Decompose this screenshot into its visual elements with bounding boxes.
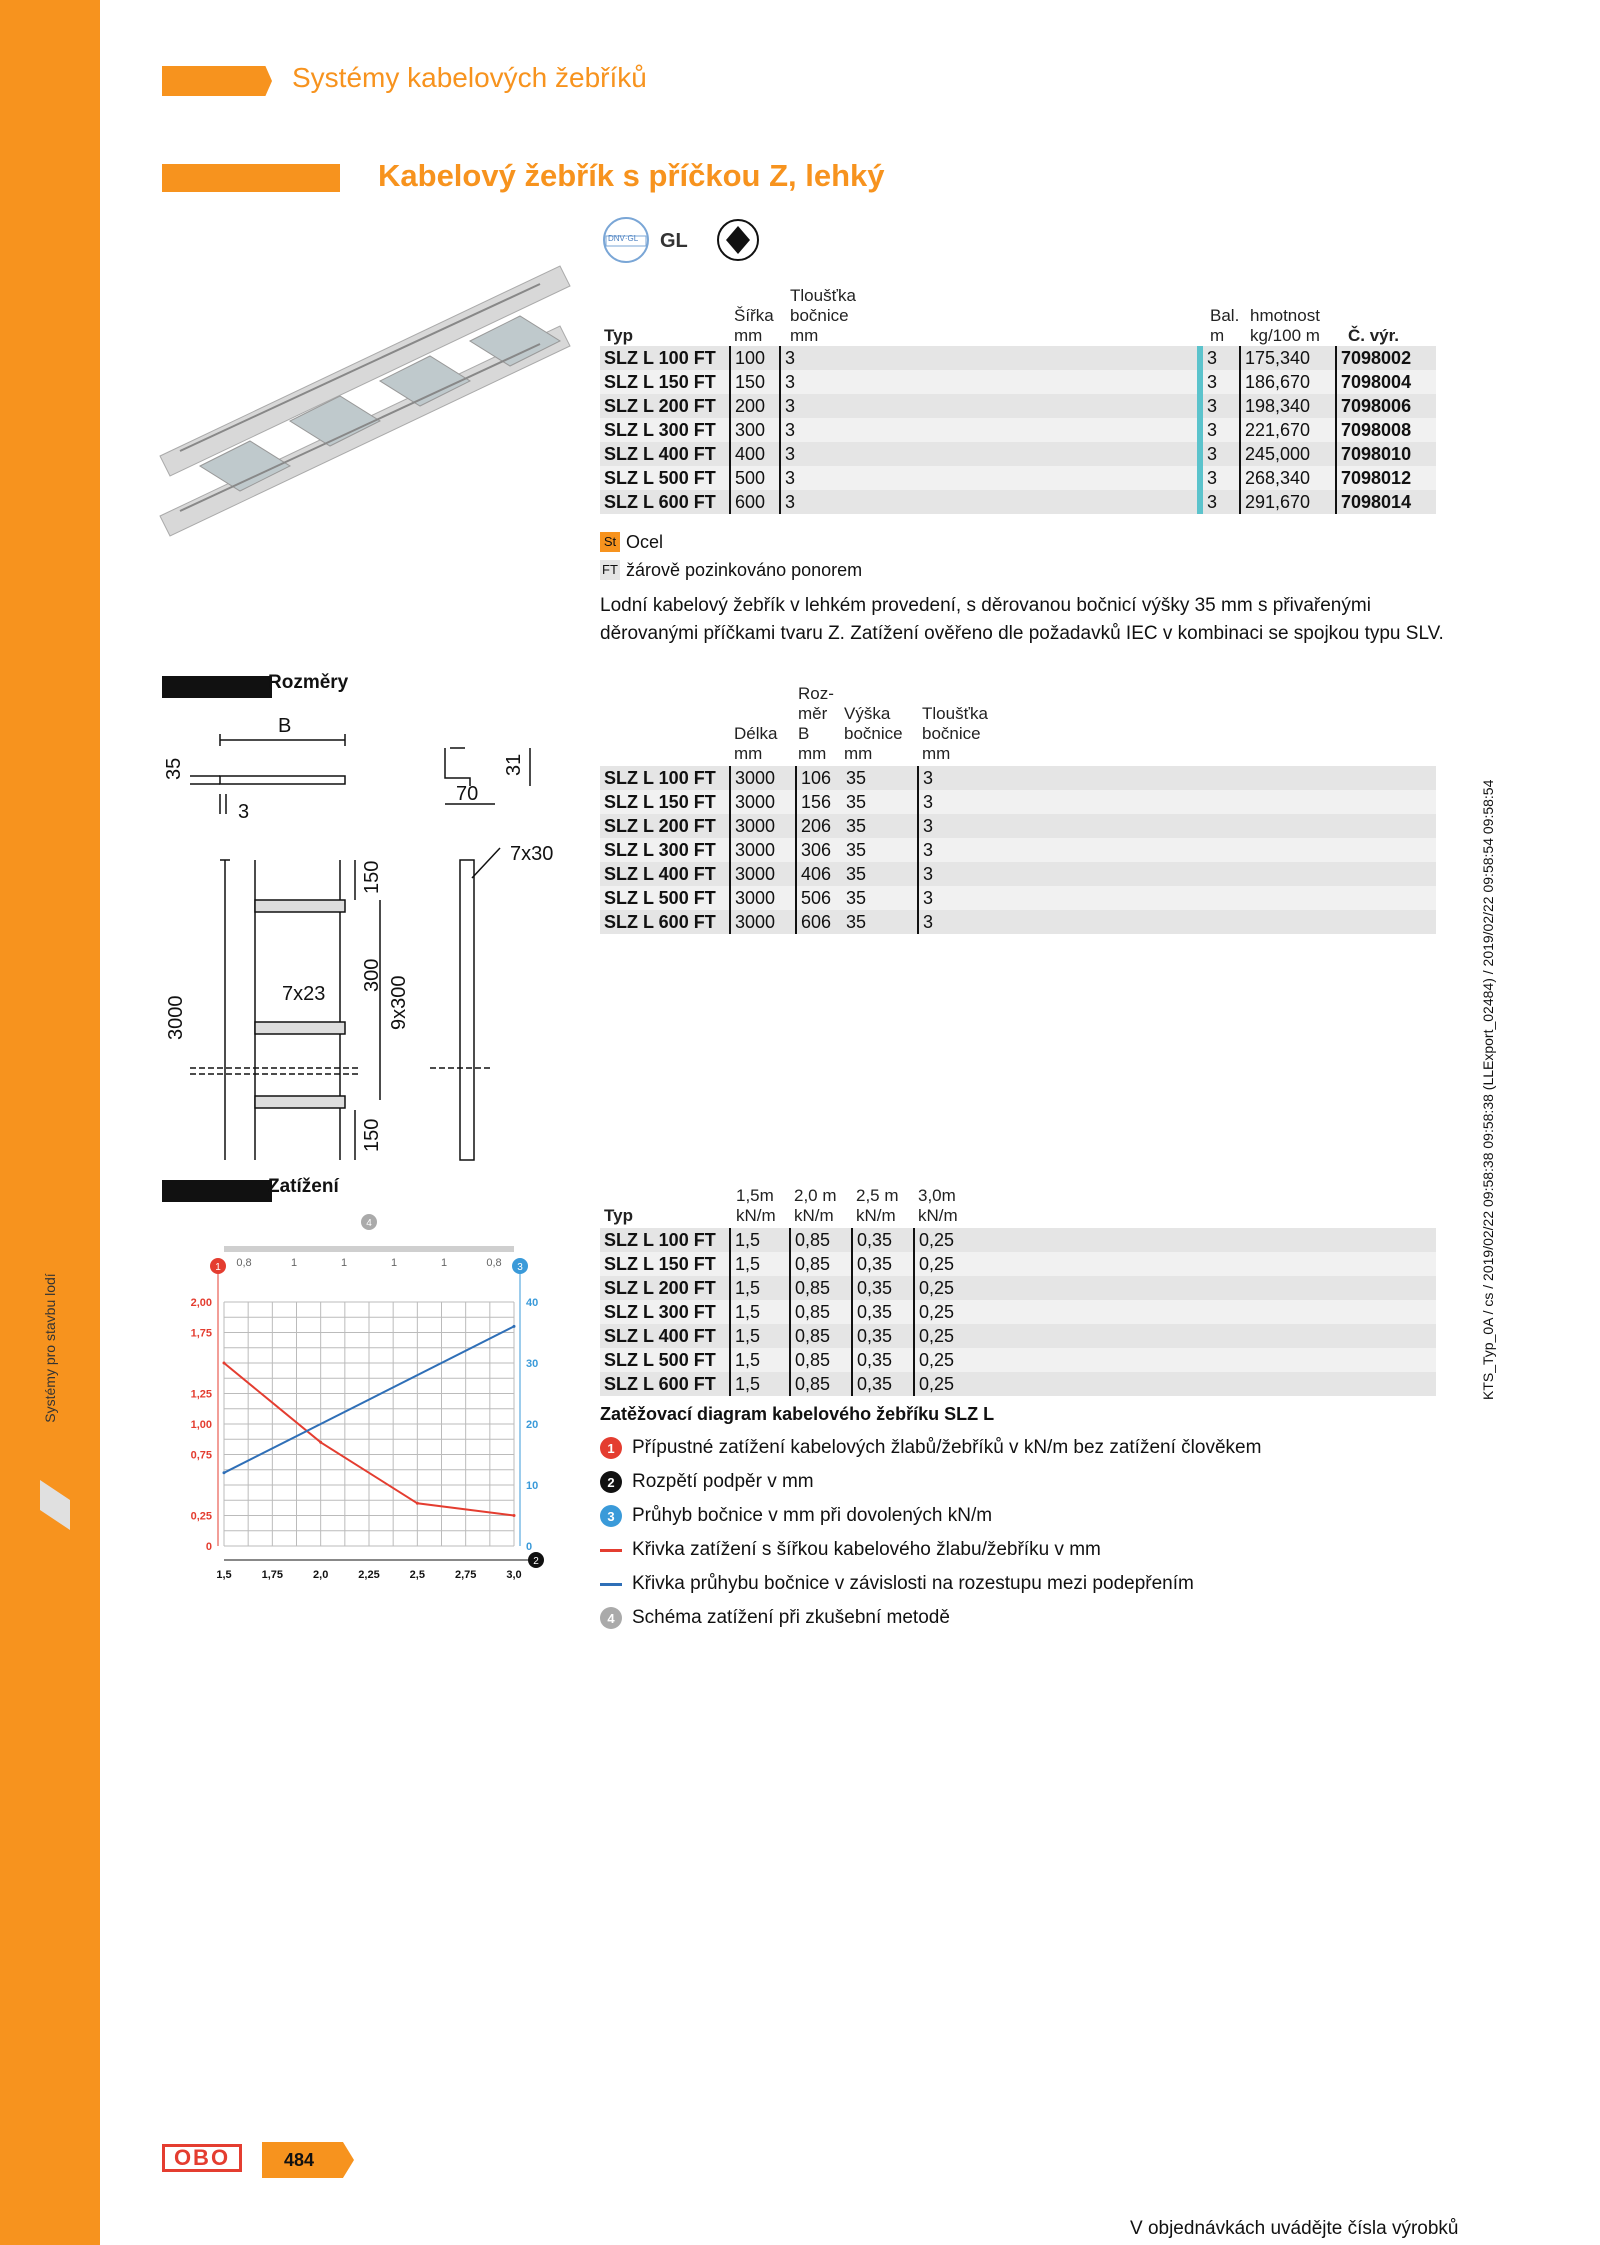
cell-typ: SLZ L 400 FT [604,444,716,464]
load-chart [162,1202,572,1581]
cell-bal: 3 [1200,394,1240,418]
y-right-tick: 40 [526,1297,539,1309]
y-right-tick: 30 [526,1358,539,1370]
cell-load: 0,85 [790,1372,852,1396]
cell-load: 0,25 [914,1300,1436,1324]
cell-vyska: 35 [846,792,867,812]
cell-typ: SLZ L 600 FT [604,1374,716,1394]
certification-logos [598,214,768,270]
cell-hmotnost: 245,000 [1240,442,1336,466]
series-point [319,1441,322,1444]
cell-cislo: 7098004 [1336,370,1436,394]
cell-typ: SLZ L 500 FT [604,1350,716,1370]
cell-tloustka: 3 [780,418,1200,442]
cell-load: 0,85 [790,1348,852,1372]
table-row [600,814,1436,838]
cell-bal: 3 [1200,346,1240,370]
th-cvyr: Č. výr. [1348,326,1400,345]
dim-holes: 7x30 [510,843,554,865]
th-s1-l1: 1,5m [736,1186,774,1205]
cell-load: 0,25 [914,1276,1436,1300]
cell-delka: 3000 [730,838,796,862]
load-rows [600,1228,1436,1396]
cell-cislo: 7098012 [1336,466,1436,490]
th-vy-l3: mm [844,744,873,763]
cell-typ: SLZ L 100 FT [604,1230,716,1250]
th-bal-l2: m [1210,326,1225,345]
cell-tloustka: 3 [918,814,1436,838]
th-roz-l2: měr [798,704,828,723]
th-sirka-l1: Šířka [734,306,774,325]
th-s4-l1: 3,0m [918,1186,956,1205]
dim-3: 3 [238,801,250,823]
cell-typ: SLZ L 150 FT [604,792,716,812]
cell-cislo: 7098002 [1336,346,1436,370]
finish-tag: FT [600,560,620,580]
th-bal-l1: Bal. [1210,306,1240,325]
y-left-tick: 1,25 [190,1388,212,1401]
load-table [600,1184,1436,1635]
gl-logo: GL [660,230,688,252]
product-table [600,280,1436,514]
legend-marker-icon: 3 [600,1505,622,1527]
legend-item [600,1601,1436,1635]
th-vy-l1: Výška [844,704,891,723]
cell-typ: SLZ L 100 FT [604,348,716,368]
series-point [223,1362,226,1365]
cell-tloustka: 3 [918,886,1436,910]
cell-cislo: 7098008 [1336,418,1436,442]
table-row [600,790,1436,814]
cell-bal: 3 [1200,466,1240,490]
cell-tloustka: 3 [918,838,1436,862]
material-ft [600,556,862,584]
cell-load: 0,35 [852,1276,914,1300]
load-scheme-label: 1 [290,1257,298,1269]
finish-label: žárově pozinkováno ponorem [626,559,863,580]
cell-vyska: 35 [846,768,867,788]
th-span-3 [856,1186,899,1226]
materials [600,528,862,584]
y-right-tick: 0 [526,1541,533,1553]
dimensions-title: Rozměry [268,672,349,693]
cell-rozmer: 106 [796,766,842,790]
cell-load: 1,5 [730,1300,790,1324]
cell-load: 1,5 [730,1324,790,1348]
cell-rozmer: 406 [796,862,842,886]
dim-b: B [278,715,292,737]
series-point [513,1514,516,1517]
cell-sirka: 600 [730,490,780,514]
cell-load: 0,25 [914,1324,1436,1348]
th-tl-l2: bočnice [790,306,849,325]
cell-load: 0,35 [852,1300,914,1324]
cell-load: 0,85 [790,1228,852,1252]
cell-typ: SLZ L 150 FT [604,1254,716,1274]
cell-delka: 3000 [730,910,796,934]
cell-bal: 3 [1200,490,1240,514]
y-left-tick: 1,75 [190,1327,212,1340]
cell-sirka: 100 [730,346,780,370]
cell-tloustka: 3 [918,910,1436,934]
legend-item [600,1465,1436,1499]
table-row [600,1276,1436,1300]
dnv-logo-text: DNV·GL [608,234,639,243]
cell-typ: SLZ L 600 FT [604,492,716,512]
cell-load: 0,35 [852,1372,914,1396]
th-tloustka-b [922,704,988,764]
cell-rozmer: 506 [796,886,842,910]
section-title: Systémy kabelových žebříků [292,62,647,93]
dimensions-table [600,680,1436,934]
cell-tloustka: 3 [780,370,1200,394]
marker-2-label: 2 [533,1556,539,1567]
cell-typ: SLZ L 300 FT [604,840,716,860]
dim-slots: 7x23 [282,983,326,1005]
cell-typ: SLZ L 500 FT [604,468,716,488]
cell-typ: SLZ L 200 FT [604,1278,716,1298]
cell-vyska: 35 [846,912,867,932]
table-row [600,346,1436,370]
table-row [600,442,1436,466]
cell-load: 0,35 [852,1324,914,1348]
load-scheme-label: 1 [440,1257,448,1269]
product-rows [600,346,1436,514]
table-row [600,1372,1436,1396]
x-tick: 1,75 [261,1569,284,1581]
dim-70: 70 [456,783,479,805]
series-point [223,1471,226,1474]
diagram-title: Zatěžovací diagram kabelového žebříku SLZ L [600,1404,995,1424]
product-photo [160,256,570,576]
cell-load: 0,85 [790,1276,852,1300]
th-tlb-l1: Tloušťka [922,704,988,723]
y-left-tick: 0,25 [190,1510,212,1523]
cell-tloustka: 3 [780,394,1200,418]
table-row [600,1348,1436,1372]
document-code: KTS_Typ_0A / cs / 2019/02/22 09:58:38 09:58:38 (LLExport_02484) / 2019/02/22 09:58:54 09:58:54 [1480,779,1496,1400]
cell-load: 1,5 [730,1228,790,1252]
obo-logo: OBO [162,2144,242,2172]
legend-line-icon [600,1549,622,1552]
table-row [600,766,1436,790]
th-roz-l3: B [798,724,810,743]
th-hm-l2: kg/100 m [1250,326,1320,345]
register-seal-icon [716,218,760,262]
cell-delka: 3000 [730,862,796,886]
table-row [600,1228,1436,1252]
cell-hmotnost: 221,670 [1240,418,1336,442]
th-tl-l1: Tloušťka [790,286,856,305]
cell-typ: SLZ L 200 FT [604,816,716,836]
cell-rozmer: 606 [796,910,842,934]
th-span-2 [794,1186,837,1226]
th-delka [734,724,777,764]
cell-load: 0,85 [790,1252,852,1276]
cell-sirka: 400 [730,442,780,466]
load-scheme-label: 0,8 [236,1257,252,1269]
legend-item [600,1431,1436,1465]
legend-marker-icon: 2 [600,1471,622,1493]
legend-text: Průhyb bočnice v mm při dovolených kN/m [632,1505,993,1526]
cell-load: 1,5 [730,1348,790,1372]
cell-load: 0,25 [914,1348,1436,1372]
load-bar [162,1180,272,1202]
marker-4-label: 4 [366,1218,372,1229]
cell-rozmer: 156 [796,790,842,814]
x-tick: 2,25 [358,1569,380,1581]
cell-bal: 3 [1200,442,1240,466]
cell-hmotnost: 186,670 [1240,370,1336,394]
th-span-1 [736,1186,776,1226]
x-tick: 2,75 [454,1569,477,1581]
cell-load: 0,25 [914,1228,1436,1252]
th-delka-l2: mm [734,744,763,763]
cell-hmotnost: 198,340 [1240,394,1336,418]
cell-typ: SLZ L 300 FT [604,1302,716,1322]
cell-delka: 3000 [730,886,796,910]
cell-sirka: 300 [730,418,780,442]
cell-typ: SLZ L 400 FT [604,1326,716,1346]
cell-load: 0,25 [914,1372,1436,1396]
y-left-tick: 0,75 [190,1449,212,1462]
th-roz-l1: Roz- [798,684,834,703]
cell-delka: 3000 [730,790,796,814]
table-row [600,1324,1436,1348]
legend-text: Rozpětí podpěr v mm [632,1471,814,1492]
cell-tloustka: 3 [780,442,1200,466]
cell-hmotnost: 291,670 [1240,490,1336,514]
load-scheme-label: 0,8 [486,1257,502,1269]
cell-cislo: 7098010 [1336,442,1436,466]
table-row [600,1252,1436,1276]
cell-tloustka: 3 [780,346,1200,370]
cell-typ: SLZ L 400 FT [604,864,716,884]
cell-rozmer: 206 [796,814,842,838]
table-row [600,418,1436,442]
th-span-4 [918,1186,958,1226]
y-left-tick: 0 [205,1541,212,1553]
material-label: Ocel [626,531,664,552]
cell-load: 1,5 [730,1276,790,1300]
dimension-rows [600,766,1436,934]
th-hmotnost [1250,306,1320,346]
th-typ: Typ [604,326,633,345]
th-s3-l2: kN/m [856,1206,896,1225]
load-title: Zatížení [268,1176,339,1197]
th-tlb-l3: mm [922,744,951,763]
cell-sirka: 200 [730,394,780,418]
table-row [600,910,1436,934]
legend-text: Přípustné zatížení kabelových žlabů/žebříků v kN/m bez zatížení člověkem [632,1437,1262,1458]
dimension-drawing [160,710,580,1150]
legend-text: Schéma zatížení při zkušební metodě [632,1607,950,1628]
cell-cislo: 7098014 [1336,490,1436,514]
th-s2-l2: kN/m [794,1206,834,1225]
table-row [600,394,1436,418]
cell-tloustka: 3 [918,862,1436,886]
table-row [600,490,1436,514]
cell-delka: 3000 [730,766,796,790]
dim-150a: 150 [361,860,383,894]
load-table-header [600,1184,1436,1228]
x-tick: 2,5 [409,1569,425,1581]
x-tick: 2,0 [313,1569,329,1581]
cell-delka: 3000 [730,814,796,838]
cell-vyska: 35 [846,864,867,884]
cell-load: 1,5 [730,1252,790,1276]
load-scheme-bar [224,1246,514,1252]
th-vyska [844,704,903,764]
legend-text: Křivka průhybu bočnice v závislosti na rozestupu mezi podepřením [632,1573,1194,1594]
cell-bal: 3 [1200,370,1240,394]
footer-note: V objednávkách uvádějte čísla výrobků [1130,2218,1459,2239]
page-title: Kabelový žebřík s příčkou Z, lehký [378,158,885,193]
product-description: Lodní kabelový žebřík v lehkém provedení, s děrovanou bočnicí výšky 35 mm s přivařenými děrovanými příčkami tvaru Z. Zatížení ověřeno dle požadavků IEC v kombinaci se spojkou typu SLV. [600,595,1444,644]
th-load-typ: Typ [604,1206,633,1225]
th-rozmer [798,684,834,764]
dim-150b: 150 [361,1118,383,1152]
cell-typ: SLZ L 100 FT [604,768,716,788]
cell-hmotnost: 175,340 [1240,346,1336,370]
dim-300: 300 [361,958,383,992]
legend-line-icon [600,1583,622,1586]
x-tick: 3,0 [506,1569,522,1581]
y-right-tick: 20 [526,1419,539,1431]
th-delka-l1: Délka [734,724,778,743]
cell-typ: SLZ L 300 FT [604,420,716,440]
dimensions-bar [162,676,272,698]
header-tab [162,66,272,96]
cell-sirka: 500 [730,466,780,490]
table-row [600,1300,1436,1324]
cell-tloustka: 3 [918,766,1436,790]
cell-typ: SLZ L 600 FT [604,912,716,932]
table-row [600,886,1436,910]
th-s3-l1: 2,5 m [856,1186,899,1205]
cell-tloustka: 3 [918,790,1436,814]
load-scheme-label: 1 [390,1257,398,1269]
th-s4-l2: kN/m [918,1206,958,1225]
th-tloustka [790,286,856,346]
th-vy-l2: bočnice [844,724,903,743]
table-row [600,370,1436,394]
th-sirka [734,306,774,346]
dim-31: 31 [503,753,525,776]
product-table-header [600,280,1436,346]
cell-load: 1,5 [730,1372,790,1396]
cell-typ: SLZ L 500 FT [604,888,716,908]
cell-load: 0,85 [790,1300,852,1324]
cell-vyska: 35 [846,816,867,836]
th-roz-l4: mm [798,744,827,763]
table-row [600,838,1436,862]
series-point [513,1325,516,1328]
cell-typ: SLZ L 150 FT [604,372,716,392]
y-left-tick: 2,00 [190,1297,212,1309]
title-bar [162,164,340,192]
cell-rozmer: 306 [796,838,842,862]
th-hm-l1: hmotnost [1250,306,1320,325]
legend-item [600,1567,1436,1601]
sidebar-band [0,0,100,2245]
y-right-tick: 10 [526,1480,539,1492]
cell-load: 0,85 [790,1324,852,1348]
th-bal [1210,306,1239,346]
legend-marker-icon: 4 [600,1607,622,1629]
cell-vyska: 35 [846,888,867,908]
cell-load: 0,35 [852,1228,914,1252]
marker-1-label: 1 [215,1262,221,1273]
th-s1-l2: kN/m [736,1206,776,1225]
th-s2-l1: 2,0 m [794,1186,837,1205]
sidebar-label: Systémy pro stavbu lodí [42,1273,58,1423]
dimensions-table-header [600,680,1436,766]
page-number: 484 [284,2150,315,2170]
dim-35: 35 [163,757,185,780]
cell-sirka: 150 [730,370,780,394]
dim-3000: 3000 [165,995,187,1040]
cell-tloustka: 3 [780,490,1200,514]
th-tlb-l2: bočnice [922,724,981,743]
cell-load: 0,25 [914,1252,1436,1276]
legend-text: Křivka zatížení s šířkou kabelového žlabu/žebříku v mm [632,1539,1101,1560]
cell-hmotnost: 268,340 [1240,466,1336,490]
legend-item [600,1499,1436,1533]
table-row [600,466,1436,490]
cell-load: 0,35 [852,1348,914,1372]
diagram-legend [600,1431,1436,1635]
load-scheme-label: 1 [340,1257,348,1269]
dim-9x300: 9x300 [388,975,410,1030]
x-tick: 1,5 [216,1569,232,1581]
cell-load: 0,35 [852,1252,914,1276]
cell-tloustka: 3 [780,466,1200,490]
legend-marker-icon: 1 [600,1437,622,1459]
table-row [600,862,1436,886]
material-st [600,528,862,556]
legend-item [600,1533,1436,1567]
cell-typ: SLZ L 200 FT [604,396,716,416]
cell-cislo: 7098006 [1336,394,1436,418]
cell-bal: 3 [1200,418,1240,442]
material-tag: St [600,532,620,552]
th-tl-l3: mm [790,326,819,345]
marker-3-label: 3 [517,1262,523,1273]
y-left-tick: 1,00 [190,1419,212,1431]
cell-vyska: 35 [846,840,867,860]
th-sirka-l2: mm [734,326,763,345]
series-point [416,1502,419,1505]
